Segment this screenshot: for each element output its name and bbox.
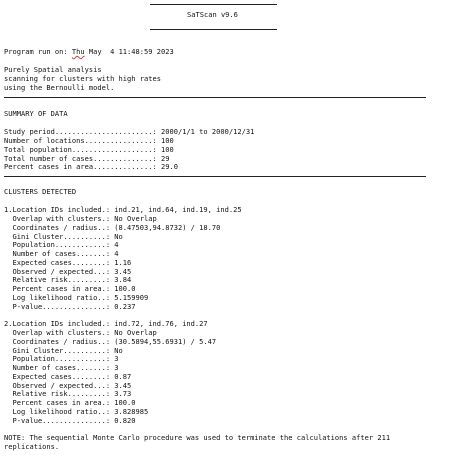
section-divider	[4, 176, 426, 177]
cluster-1-line: Overlap with clusters.: No Overlap	[4, 214, 157, 223]
summary-row: Total number of cases..............: 29	[4, 154, 170, 163]
cluster-2-line: Log likelihood ratio..: 3.828985	[4, 407, 149, 416]
cluster-1-line: Percent cases in area.: 100.0	[4, 284, 136, 293]
cluster-1-line: Relative risk.........: 3.84	[4, 275, 132, 284]
note-line: replications.	[4, 442, 60, 451]
cluster-2-line: Population............: 3	[4, 354, 119, 363]
title-rule-bottom	[150, 29, 277, 30]
cluster-1-line: Observed / expected...: 3.45	[4, 267, 132, 276]
program-run-day: Thu	[71, 47, 85, 56]
program-run-label: Program run on:	[4, 47, 72, 56]
cluster-2-line: Number of cases.......: 3	[4, 363, 119, 372]
summary-row: Study period.......................: 2000/1/1 to 2000/12/31	[4, 127, 255, 136]
analysis-line: scanning for clusters with high rates	[4, 74, 161, 83]
cluster-1-line: 1.Location IDs included.: ind.21, ind.64, ind.19, ind.25	[4, 205, 242, 214]
summary-row: Number of locations................: 100	[4, 136, 174, 145]
note-line: NOTE: The sequential Monte Carlo procedure was used to terminate the calculations after 211	[4, 433, 391, 442]
cluster-1-line: Gini Cluster..........: No	[4, 232, 123, 241]
clusters-heading: CLUSTERS DETECTED	[4, 187, 77, 196]
cluster-2-line: Coordinates / radius..: (30.5894,55.6931) / 5.47	[4, 337, 217, 346]
cluster-1-line: Coordinates / radius..: (8.47503,94.8732) / 18.70	[4, 223, 221, 232]
program-title: SaTScan v9.6	[187, 10, 238, 19]
section-divider	[4, 97, 426, 98]
analysis-line: Purely Spatial analysis	[4, 65, 102, 74]
cluster-1-line: Number of cases.......: 4	[4, 249, 119, 258]
cluster-2-line: P-value...............: 0.820	[4, 416, 136, 425]
cluster-2-line: Gini Cluster..........: No	[4, 346, 123, 355]
cluster-1-line: Expected cases........: 1.16	[4, 258, 132, 267]
title-rule-top	[150, 4, 277, 5]
program-run-line	[4, 48, 174, 57]
cluster-2-line: Expected cases........: 0.87	[4, 372, 132, 381]
cluster-1-line: Population............: 4	[4, 240, 119, 249]
cluster-2-line: Percent cases in area.: 100.0	[4, 398, 136, 407]
cluster-1-line: Log likelihood ratio..: 5.159909	[4, 293, 149, 302]
summary-row: Percent cases in area..............: 29.0	[4, 162, 178, 171]
program-run-datetime: May 4 11:48:59 2023	[84, 47, 174, 56]
summary-heading: SUMMARY OF DATA	[4, 109, 68, 118]
cluster-2-line: 2.Location IDs included.: ind.72, ind.76, ind.27	[4, 319, 208, 328]
summary-row: Total population...................: 100	[4, 145, 174, 154]
analysis-line: using the Bernoulli model.	[4, 83, 115, 92]
cluster-2-line: Observed / expected...: 3.45	[4, 381, 132, 390]
cluster-2-line: Overlap with clusters.: No Overlap	[4, 328, 157, 337]
cluster-2-line: Relative risk.........: 3.73	[4, 389, 132, 398]
cluster-1-line: P-value...............: 0.237	[4, 302, 136, 311]
